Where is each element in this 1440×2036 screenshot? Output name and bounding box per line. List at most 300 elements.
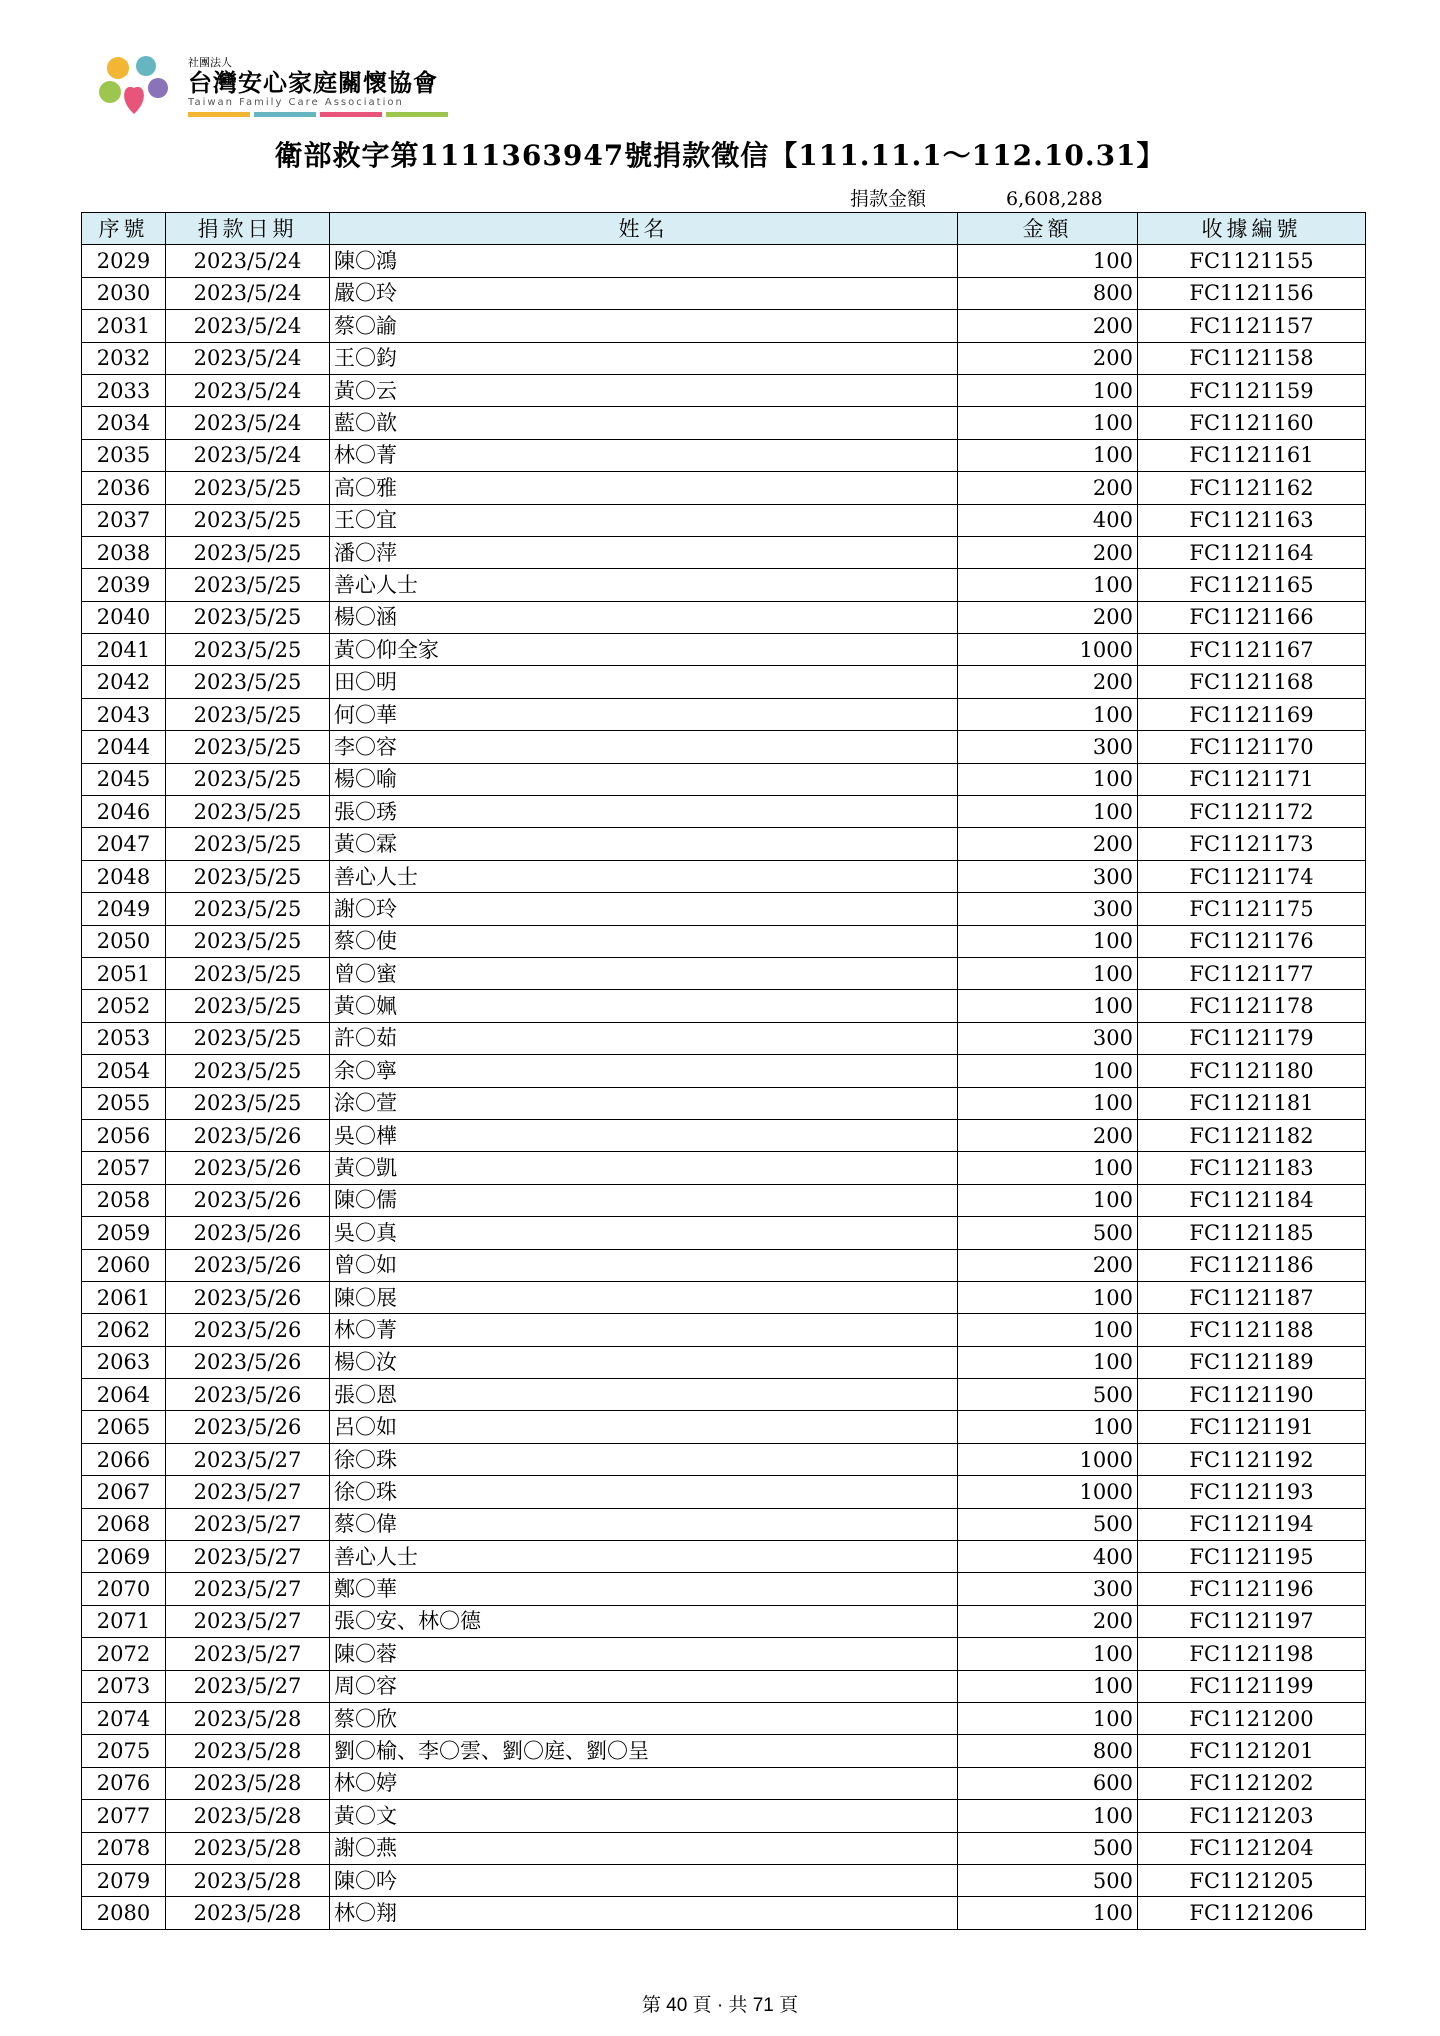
cell-amount: 300 (958, 731, 1138, 763)
cell-donor-name: 黃〇仰全家 (330, 634, 958, 666)
cell-date: 2023/5/25 (166, 893, 330, 925)
cell-seq: 2056 (82, 1119, 166, 1151)
cell-seq: 2051 (82, 957, 166, 989)
cell-amount: 100 (958, 245, 1138, 277)
table-row (82, 763, 1366, 795)
cell-amount: 100 (958, 1897, 1138, 1929)
cell-receipt-no: FC1121163 (1138, 504, 1366, 536)
table-row (82, 1638, 1366, 1670)
table-row (82, 1346, 1366, 1378)
cell-amount: 500 (958, 1508, 1138, 1540)
cell-date: 2023/5/25 (166, 731, 330, 763)
cell-receipt-no: FC1121197 (1138, 1605, 1366, 1637)
cell-donor-name: 陳〇儒 (330, 1184, 958, 1216)
cell-amount: 200 (958, 828, 1138, 860)
cell-seq: 2061 (82, 1281, 166, 1313)
table-row (82, 634, 1366, 666)
cell-donor-name: 田〇明 (330, 666, 958, 698)
cell-amount: 300 (958, 1022, 1138, 1054)
cell-donor-name: 藍〇歆 (330, 407, 958, 439)
cell-date: 2023/5/25 (166, 796, 330, 828)
cell-amount: 100 (958, 990, 1138, 1022)
table-row (82, 925, 1366, 957)
cell-date: 2023/5/24 (166, 342, 330, 374)
cell-date: 2023/5/27 (166, 1573, 330, 1605)
cell-seq: 2067 (82, 1476, 166, 1508)
cell-receipt-no: FC1121188 (1138, 1314, 1366, 1346)
cell-seq: 2073 (82, 1670, 166, 1702)
table-row (82, 569, 1366, 601)
cell-receipt-no: FC1121180 (1138, 1055, 1366, 1087)
cell-seq: 2058 (82, 1184, 166, 1216)
cell-amount: 500 (958, 1832, 1138, 1864)
cell-seq: 2050 (82, 925, 166, 957)
color-bar (188, 112, 250, 117)
table-row (82, 796, 1366, 828)
cell-donor-name: 黃〇姵 (330, 990, 958, 1022)
cell-donor-name: 高〇雅 (330, 472, 958, 504)
cell-donor-name: 吳〇真 (330, 1217, 958, 1249)
column-header-seq: 序號 (82, 213, 166, 245)
cell-receipt-no: FC1121200 (1138, 1702, 1366, 1734)
table-header-row (82, 213, 1366, 245)
cell-amount: 100 (958, 1346, 1138, 1378)
table-row (82, 342, 1366, 374)
table-row (82, 1022, 1366, 1054)
cell-receipt-no: FC1121193 (1138, 1476, 1366, 1508)
cell-amount: 100 (958, 1638, 1138, 1670)
cell-receipt-no: FC1121161 (1138, 439, 1366, 471)
cell-donor-name: 張〇恩 (330, 1379, 958, 1411)
cell-date: 2023/5/25 (166, 536, 330, 568)
cell-seq: 2034 (82, 407, 166, 439)
org-logo-text (188, 56, 448, 117)
cell-seq: 2044 (82, 731, 166, 763)
cell-date: 2023/5/25 (166, 1087, 330, 1119)
cell-receipt-no: FC1121189 (1138, 1346, 1366, 1378)
cell-receipt-no: FC1121192 (1138, 1443, 1366, 1475)
cell-donor-name: 善心人士 (330, 569, 958, 601)
cell-amount: 200 (958, 666, 1138, 698)
cell-donor-name: 潘〇萍 (330, 536, 958, 568)
cell-receipt-no: FC1121195 (1138, 1541, 1366, 1573)
cell-receipt-no: FC1121177 (1138, 957, 1366, 989)
cell-amount: 100 (958, 1702, 1138, 1734)
cell-amount: 600 (958, 1767, 1138, 1799)
cell-receipt-no: FC1121156 (1138, 277, 1366, 309)
table-row (82, 893, 1366, 925)
cell-amount: 1000 (958, 1443, 1138, 1475)
cell-receipt-no: FC1121201 (1138, 1735, 1366, 1767)
table-row (82, 374, 1366, 406)
cell-seq: 2065 (82, 1411, 166, 1443)
column-header-name: 姓名 (330, 213, 958, 245)
cell-receipt-no: FC1121190 (1138, 1379, 1366, 1411)
cell-receipt-no: FC1121176 (1138, 925, 1366, 957)
cell-donor-name: 楊〇汝 (330, 1346, 958, 1378)
cell-donor-name: 涂〇萱 (330, 1087, 958, 1119)
cell-seq: 2080 (82, 1897, 166, 1929)
cell-date: 2023/5/25 (166, 569, 330, 601)
column-header-date: 捐款日期 (166, 213, 330, 245)
cell-date: 2023/5/27 (166, 1541, 330, 1573)
cell-donor-name: 徐〇珠 (330, 1476, 958, 1508)
cell-donor-name: 嚴〇玲 (330, 277, 958, 309)
table-row (82, 1055, 1366, 1087)
cell-donor-name: 陳〇蓉 (330, 1638, 958, 1670)
cell-date: 2023/5/26 (166, 1411, 330, 1443)
cell-seq: 2041 (82, 634, 166, 666)
cell-date: 2023/5/25 (166, 828, 330, 860)
cell-date: 2023/5/26 (166, 1152, 330, 1184)
cell-amount: 500 (958, 1379, 1138, 1411)
cell-donor-name: 曾〇蜜 (330, 957, 958, 989)
column-header-receipt: 收據編號 (1138, 213, 1366, 245)
cell-receipt-no: FC1121198 (1138, 1638, 1366, 1670)
table-row (82, 601, 1366, 633)
cell-date: 2023/5/25 (166, 666, 330, 698)
cell-receipt-no: FC1121167 (1138, 634, 1366, 666)
table-row (82, 1281, 1366, 1313)
cell-amount: 800 (958, 1735, 1138, 1767)
cell-amount: 100 (958, 698, 1138, 730)
cell-seq: 2055 (82, 1087, 166, 1119)
cell-donor-name: 陳〇展 (330, 1281, 958, 1313)
org-type: 社團法人 (188, 56, 232, 69)
cell-amount: 400 (958, 1541, 1138, 1573)
cell-donor-name: 余〇寧 (330, 1055, 958, 1087)
cell-date: 2023/5/27 (166, 1670, 330, 1702)
cell-date: 2023/5/27 (166, 1476, 330, 1508)
cell-donor-name: 張〇琇 (330, 796, 958, 828)
cell-seq: 2071 (82, 1605, 166, 1637)
cell-amount: 500 (958, 1864, 1138, 1896)
cell-donor-name: 劉〇榆、李〇雲、劉〇庭、劉〇呈 (330, 1735, 958, 1767)
cell-donor-name: 黃〇凱 (330, 1152, 958, 1184)
table-row (82, 860, 1366, 892)
cell-amount: 200 (958, 601, 1138, 633)
donation-total-label: 捐款金額 (850, 188, 927, 210)
cell-amount: 200 (958, 342, 1138, 374)
table-row (82, 1184, 1366, 1216)
cell-seq: 2046 (82, 796, 166, 828)
table-row (82, 1379, 1366, 1411)
cell-receipt-no: FC1121165 (1138, 569, 1366, 601)
table-row (82, 1508, 1366, 1540)
cell-date: 2023/5/26 (166, 1184, 330, 1216)
cell-seq: 2047 (82, 828, 166, 860)
cell-date: 2023/5/27 (166, 1443, 330, 1475)
cell-receipt-no: FC1121160 (1138, 407, 1366, 439)
cell-date: 2023/5/26 (166, 1314, 330, 1346)
cell-seq: 2074 (82, 1702, 166, 1734)
cell-receipt-no: FC1121162 (1138, 472, 1366, 504)
cell-seq: 2068 (82, 1508, 166, 1540)
cell-donor-name: 林〇菁 (330, 439, 958, 471)
cell-seq: 2059 (82, 1217, 166, 1249)
cell-date: 2023/5/25 (166, 763, 330, 795)
cell-seq: 2042 (82, 666, 166, 698)
cell-date: 2023/5/25 (166, 1022, 330, 1054)
table-row (82, 245, 1366, 277)
cell-seq: 2053 (82, 1022, 166, 1054)
cell-amount: 300 (958, 860, 1138, 892)
cell-date: 2023/5/28 (166, 1767, 330, 1799)
cell-receipt-no: FC1121203 (1138, 1800, 1366, 1832)
table-row (82, 1800, 1366, 1832)
cell-seq: 2060 (82, 1249, 166, 1281)
cell-receipt-no: FC1121175 (1138, 893, 1366, 925)
table-row (82, 1541, 1366, 1573)
cell-amount: 1000 (958, 634, 1138, 666)
table-row (82, 1217, 1366, 1249)
cell-receipt-no: FC1121185 (1138, 1217, 1366, 1249)
cell-amount: 100 (958, 1314, 1138, 1346)
page-number: 第 40 頁 · 共 71 頁 (641, 1995, 799, 2016)
cell-date: 2023/5/25 (166, 472, 330, 504)
cell-donor-name: 善心人士 (330, 860, 958, 892)
cell-date: 2023/5/25 (166, 957, 330, 989)
cell-amount: 200 (958, 1605, 1138, 1637)
org-name-en: Taiwan Family Care Association (188, 97, 404, 108)
cell-seq: 2036 (82, 472, 166, 504)
cell-donor-name: 呂〇如 (330, 1411, 958, 1443)
cell-amount: 200 (958, 1249, 1138, 1281)
table-row (82, 1119, 1366, 1151)
cell-donor-name: 林〇菁 (330, 1314, 958, 1346)
cell-seq: 2077 (82, 1800, 166, 1832)
cell-date: 2023/5/26 (166, 1249, 330, 1281)
cell-amount: 100 (958, 1087, 1138, 1119)
table-row (82, 1735, 1366, 1767)
cell-seq: 2049 (82, 893, 166, 925)
cell-receipt-no: FC1121174 (1138, 860, 1366, 892)
cell-donor-name: 許〇茹 (330, 1022, 958, 1054)
cell-date: 2023/5/25 (166, 504, 330, 536)
cell-donor-name: 蔡〇偉 (330, 1508, 958, 1540)
table-row (82, 731, 1366, 763)
cell-amount: 100 (958, 1411, 1138, 1443)
cell-receipt-no: FC1121172 (1138, 796, 1366, 828)
cell-date: 2023/5/26 (166, 1119, 330, 1151)
cell-date: 2023/5/26 (166, 1379, 330, 1411)
cell-seq: 2078 (82, 1832, 166, 1864)
cell-receipt-no: FC1121206 (1138, 1897, 1366, 1929)
table-row (82, 310, 1366, 342)
cell-amount: 200 (958, 1119, 1138, 1151)
cell-donor-name: 蔡〇諭 (330, 310, 958, 342)
cell-amount: 100 (958, 1152, 1138, 1184)
cell-receipt-no: FC1121182 (1138, 1119, 1366, 1151)
cell-receipt-no: FC1121157 (1138, 310, 1366, 342)
cell-seq: 2037 (82, 504, 166, 536)
cell-amount: 800 (958, 277, 1138, 309)
table-row (82, 1314, 1366, 1346)
color-bar (254, 112, 316, 117)
cell-date: 2023/5/25 (166, 990, 330, 1022)
donation-total-value: 6,608,288 (1006, 188, 1103, 210)
table-row (82, 504, 1366, 536)
cell-date: 2023/5/25 (166, 601, 330, 633)
cell-seq: 2070 (82, 1573, 166, 1605)
cell-amount: 100 (958, 1184, 1138, 1216)
table-row (82, 1443, 1366, 1475)
cell-date: 2023/5/26 (166, 1281, 330, 1313)
cell-donor-name: 謝〇燕 (330, 1832, 958, 1864)
cell-seq: 2066 (82, 1443, 166, 1475)
cell-date: 2023/5/24 (166, 407, 330, 439)
cell-donor-name: 曾〇如 (330, 1249, 958, 1281)
cell-amount: 100 (958, 1281, 1138, 1313)
table-row (82, 957, 1366, 989)
cell-date: 2023/5/28 (166, 1800, 330, 1832)
org-logo (96, 54, 456, 118)
table-row (82, 698, 1366, 730)
org-name: 台灣安心家庭關懷協會 (188, 69, 438, 97)
cell-receipt-no: FC1121186 (1138, 1249, 1366, 1281)
cell-donor-name: 善心人士 (330, 1541, 958, 1573)
cell-donor-name: 周〇容 (330, 1670, 958, 1702)
cell-amount: 100 (958, 374, 1138, 406)
cell-amount: 100 (958, 925, 1138, 957)
cell-date: 2023/5/24 (166, 310, 330, 342)
cell-receipt-no: FC1121202 (1138, 1767, 1366, 1799)
cell-amount: 100 (958, 407, 1138, 439)
table-row (82, 990, 1366, 1022)
cell-seq: 2076 (82, 1767, 166, 1799)
cell-date: 2023/5/24 (166, 277, 330, 309)
cell-seq: 2079 (82, 1864, 166, 1896)
cell-date: 2023/5/25 (166, 698, 330, 730)
cell-date: 2023/5/26 (166, 1346, 330, 1378)
table-row (82, 666, 1366, 698)
cell-receipt-no: FC1121171 (1138, 763, 1366, 795)
donation-table-body (82, 245, 1366, 1929)
cell-donor-name: 林〇婷 (330, 1767, 958, 1799)
cell-seq: 2040 (82, 601, 166, 633)
cell-donor-name: 徐〇珠 (330, 1443, 958, 1475)
org-logo-heart-icon (96, 54, 172, 118)
cell-date: 2023/5/25 (166, 634, 330, 666)
cell-date: 2023/5/25 (166, 860, 330, 892)
cell-seq: 2043 (82, 698, 166, 730)
cell-seq: 2032 (82, 342, 166, 374)
table-row (82, 1605, 1366, 1637)
table-row (82, 1249, 1366, 1281)
cell-receipt-no: FC1121181 (1138, 1087, 1366, 1119)
table-row (82, 1897, 1366, 1929)
cell-date: 2023/5/28 (166, 1832, 330, 1864)
cell-receipt-no: FC1121183 (1138, 1152, 1366, 1184)
cell-amount: 500 (958, 1217, 1138, 1249)
cell-date: 2023/5/24 (166, 439, 330, 471)
cell-date: 2023/5/28 (166, 1897, 330, 1929)
org-color-bars (188, 112, 448, 117)
cell-donor-name: 楊〇喻 (330, 763, 958, 795)
cell-seq: 2029 (82, 245, 166, 277)
cell-receipt-no: FC1121187 (1138, 1281, 1366, 1313)
cell-date: 2023/5/24 (166, 374, 330, 406)
cell-seq: 2064 (82, 1379, 166, 1411)
cell-amount: 200 (958, 472, 1138, 504)
cell-amount: 100 (958, 957, 1138, 989)
color-bar (320, 112, 382, 117)
cell-donor-name: 王〇鈞 (330, 342, 958, 374)
column-header-amount: 金額 (958, 213, 1138, 245)
cell-seq: 2033 (82, 374, 166, 406)
cell-receipt-no: FC1121169 (1138, 698, 1366, 730)
cell-amount: 100 (958, 1055, 1138, 1087)
table-row (82, 1573, 1366, 1605)
cell-receipt-no: FC1121170 (1138, 731, 1366, 763)
cell-seq: 2072 (82, 1638, 166, 1670)
cell-seq: 2031 (82, 310, 166, 342)
cell-date: 2023/5/27 (166, 1605, 330, 1637)
cell-amount: 1000 (958, 1476, 1138, 1508)
cell-date: 2023/5/25 (166, 925, 330, 957)
table-row (82, 1087, 1366, 1119)
cell-seq: 2075 (82, 1735, 166, 1767)
table-row (82, 1476, 1366, 1508)
table-row (82, 1670, 1366, 1702)
donation-table (81, 212, 1366, 1930)
cell-receipt-no: FC1121166 (1138, 601, 1366, 633)
cell-date: 2023/5/28 (166, 1735, 330, 1767)
cell-donor-name: 黃〇文 (330, 1800, 958, 1832)
cell-amount: 100 (958, 439, 1138, 471)
cell-date: 2023/5/27 (166, 1508, 330, 1540)
cell-donor-name: 黃〇云 (330, 374, 958, 406)
cell-seq: 2062 (82, 1314, 166, 1346)
cell-receipt-no: FC1121173 (1138, 828, 1366, 860)
cell-receipt-no: FC1121179 (1138, 1022, 1366, 1054)
cell-amount: 300 (958, 893, 1138, 925)
cell-date: 2023/5/26 (166, 1217, 330, 1249)
cell-seq: 2045 (82, 763, 166, 795)
cell-seq: 2039 (82, 569, 166, 601)
table-row (82, 472, 1366, 504)
cell-seq: 2030 (82, 277, 166, 309)
table-row (82, 1864, 1366, 1896)
cell-receipt-no: FC1121159 (1138, 374, 1366, 406)
donation-total (850, 184, 1103, 211)
cell-donor-name: 蔡〇使 (330, 925, 958, 957)
cell-donor-name: 蔡〇欣 (330, 1702, 958, 1734)
cell-donor-name: 謝〇玲 (330, 893, 958, 925)
cell-donor-name: 王〇宜 (330, 504, 958, 536)
cell-receipt-no: FC1121178 (1138, 990, 1366, 1022)
table-row (82, 1832, 1366, 1864)
table-row (82, 439, 1366, 471)
cell-receipt-no: FC1121191 (1138, 1411, 1366, 1443)
cell-amount: 200 (958, 536, 1138, 568)
cell-seq: 2057 (82, 1152, 166, 1184)
cell-receipt-no: FC1121184 (1138, 1184, 1366, 1216)
cell-seq: 2069 (82, 1541, 166, 1573)
table-row (82, 1767, 1366, 1799)
table-row (82, 277, 1366, 309)
cell-seq: 2052 (82, 990, 166, 1022)
cell-receipt-no: FC1121158 (1138, 342, 1366, 374)
cell-date: 2023/5/27 (166, 1638, 330, 1670)
table-row (82, 536, 1366, 568)
cell-receipt-no: FC1121168 (1138, 666, 1366, 698)
cell-date: 2023/5/25 (166, 1055, 330, 1087)
cell-seq: 2035 (82, 439, 166, 471)
cell-donor-name: 陳〇鴻 (330, 245, 958, 277)
cell-receipt-no: FC1121155 (1138, 245, 1366, 277)
table-row (82, 828, 1366, 860)
